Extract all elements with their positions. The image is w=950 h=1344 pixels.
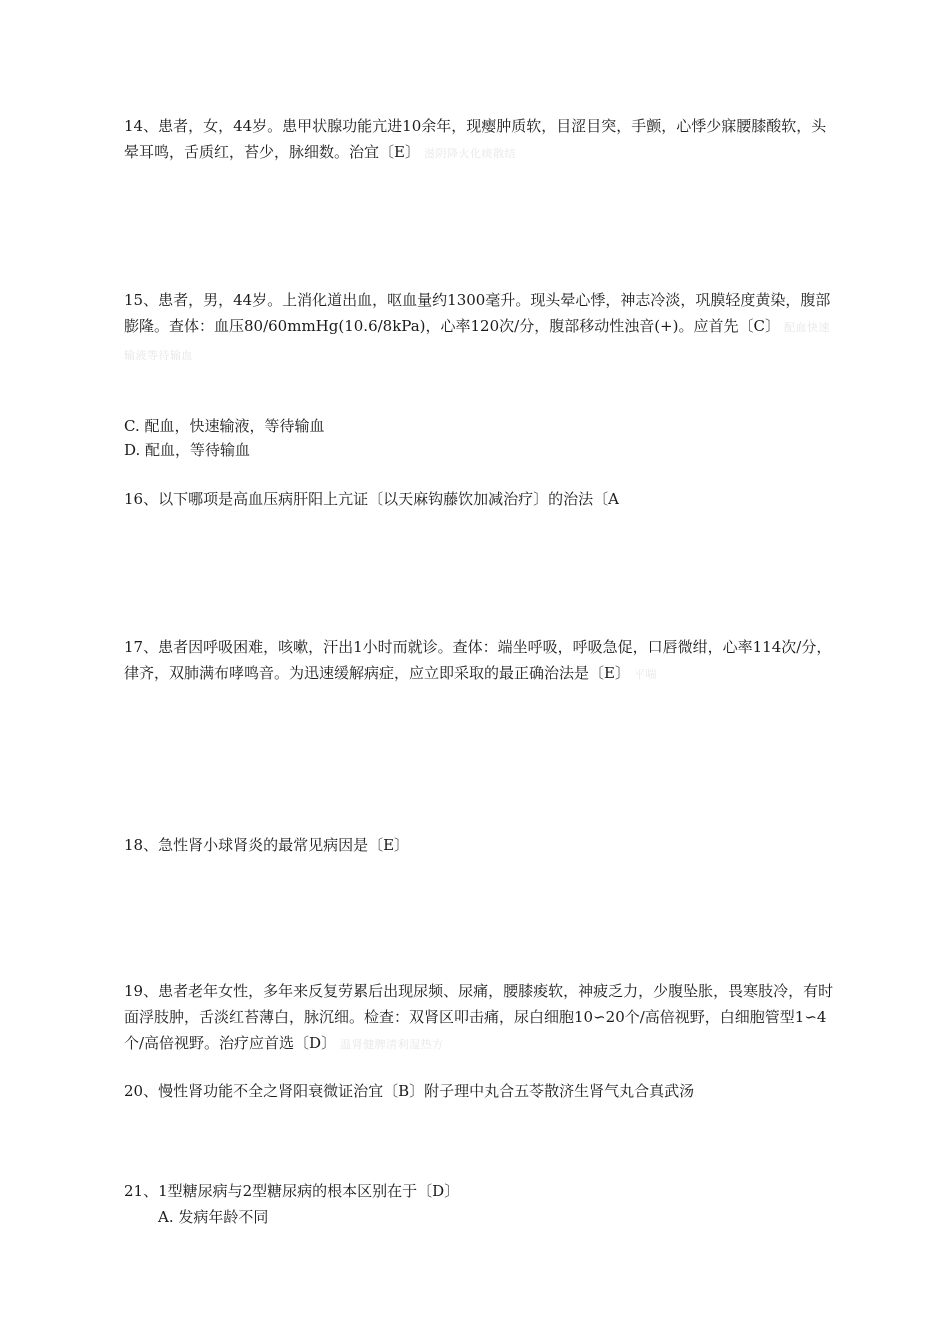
question-18-text: 18、急性肾小球肾炎的最常见病因是〔E〕: [124, 836, 410, 854]
question-16: [124, 486, 840, 512]
question-17-faint-answer: 平喘: [633, 668, 657, 681]
question-19: [124, 978, 840, 1058]
question-18: [124, 832, 840, 858]
question-19-text: 19、患者老年女性，多年来反复劳累后出现尿频、尿痛，腰膝痠软，神疲乏力，少腹坠胀，畏寒肢冷，有时面浮肢肿，舌淡红苔薄白，脉沉细。检查：双肾区叩击痛，尿白细胞10∽20个/高倍视野，白细胞管型1∽4个/高倍视野。治疗应首选〔D〕: [124, 982, 834, 1052]
question-14: [124, 113, 840, 167]
question-15: [124, 287, 840, 369]
question-14-text: 14、患者，女，44岁。患甲状腺功能亢进10余年，现瘿肿质软，目涩目突，手颤，心悸少寐腰膝酸软，头晕耳鸣，舌质红，苔少，脉细数。治宜〔E〕: [124, 117, 827, 161]
question-19-faint-answer: 温肾健脾清利湿热方: [340, 1038, 444, 1051]
question-17: [124, 634, 840, 688]
question-20: [124, 1078, 840, 1104]
question-15-text: 15、患者，男，44岁。上消化道出血，呕血量约1300毫升。现头晕心悸，神志冷淡，巩膜轻度黄染，腹部膨隆。查体：血压80/60mmHg(10.6/8kPa)，心率120次/分，腹部移动性浊音(+)。应首先〔C〕: [124, 291, 831, 335]
question-21-option-a: A. 发病年龄不同: [158, 1208, 269, 1226]
question-21: [124, 1178, 840, 1204]
question-15-option-d: D. 配血，等待输血: [124, 441, 251, 459]
question-16-text: 16、以下哪项是高血压病肝阳上亢证〔以天麻钩藤饮加减治疗〕的治法〔A: [124, 490, 619, 508]
question-14-faint-answer: 滋阴降火化痰散结: [423, 147, 516, 160]
question-15-faint-answer: 配血快速输液等待输血: [124, 321, 830, 362]
question-17-text: 17、患者因呼吸困难，咳嗽，汗出1小时而就诊。查体：端坐呼吸，呼吸急促，口唇微绀，心率114次/分，律齐，双肺满布哮鸣音。为迅速缓解病症，应立即采取的最正确治法是〔E〕: [124, 638, 832, 682]
question-20-text: 20、慢性肾功能不全之肾阳衰微证治宜〔B〕附子理中丸合五苓散济生肾气丸合真武汤: [124, 1082, 695, 1100]
question-21-text: 21、1型糖尿病与2型糖尿病的根本区别在于〔D〕: [124, 1182, 460, 1200]
question-15-option-c: C. 配血，快速输液，等待输血: [124, 417, 325, 435]
